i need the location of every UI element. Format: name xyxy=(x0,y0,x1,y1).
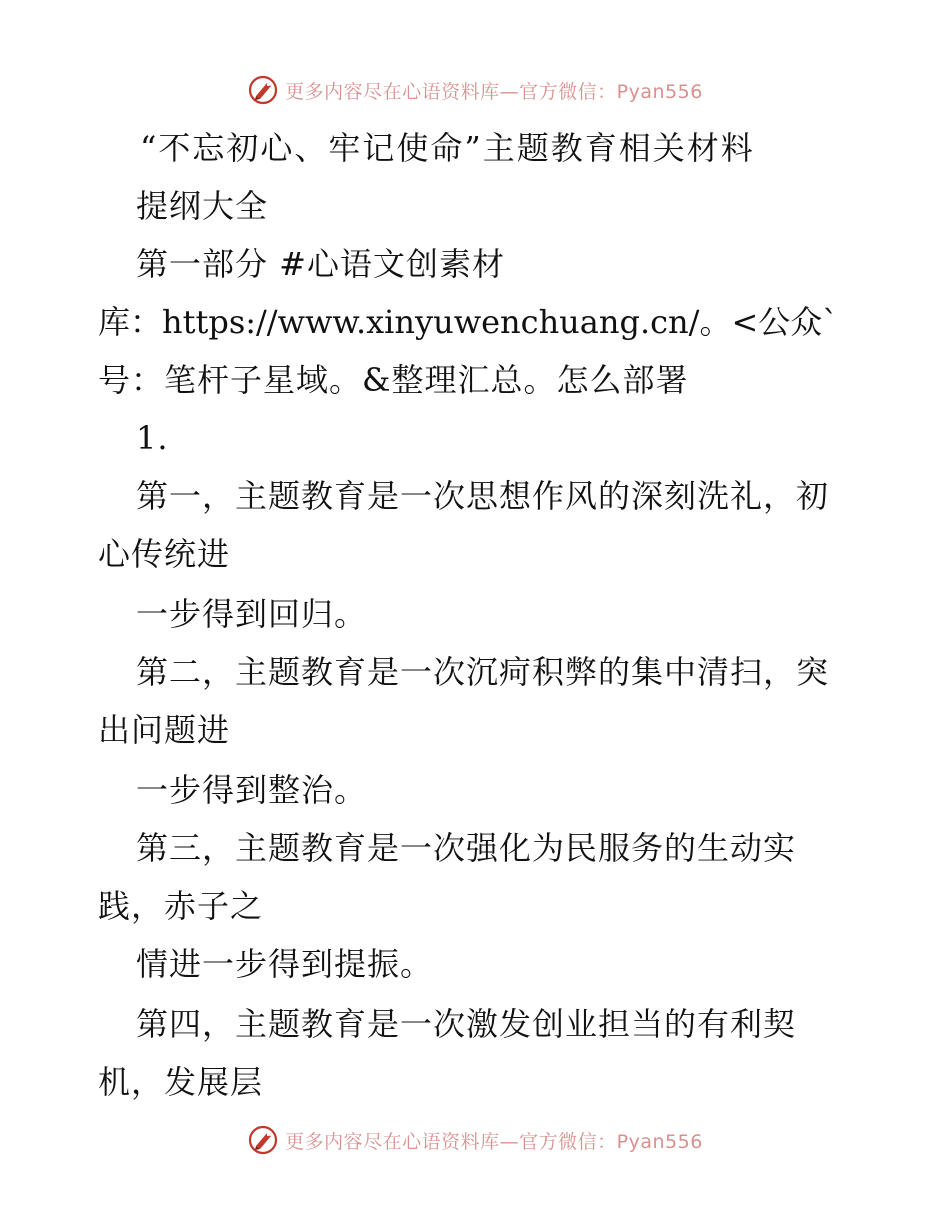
text-line: 第一，主题教育是一次思想作风的深刻洗礼，初 xyxy=(136,477,830,515)
footer-watermark-text: 更多内容尽在心语资料库—官方微信：Pyan556 xyxy=(285,1130,703,1153)
text-line: 机，发展层 xyxy=(98,1063,264,1101)
header-watermark-text: 更多内容尽在心语资料库—官方微信：Pyan556 xyxy=(285,80,703,103)
pen-logo-icon xyxy=(247,1124,279,1156)
text-line: 践，赤子之 xyxy=(98,887,264,925)
text-line: 情进一步得到提振。 xyxy=(136,945,434,983)
text-line: 一步得到整治。 xyxy=(136,771,368,809)
text-line: 第一部分 #心语文创素材 xyxy=(136,245,505,283)
text-line: 第四，主题教育是一次激发创业担当的有利契 xyxy=(136,1005,797,1043)
text-line: 一步得到回归。 xyxy=(136,595,368,633)
text-line: 第二，主题教育是一次沉疴积弊的集中清扫，突 xyxy=(136,653,830,691)
text-line: 1. xyxy=(136,419,169,457)
footer-watermark-banner xyxy=(0,1122,950,1158)
document-title: “不忘初心、牢记使命”主题教育相关材料 xyxy=(140,129,755,167)
text-line: 出问题进 xyxy=(98,711,231,749)
text-line: 号：笔杆子星域。&整理汇总。怎么部署 xyxy=(98,361,689,399)
text-line: 提纲大全 xyxy=(136,187,269,225)
text-line: 库：https://www.xinyuwenchuang.cn/。<公众` xyxy=(98,303,839,341)
text-line: 心传统进 xyxy=(98,535,231,573)
text-line: 第三，主题教育是一次强化为民服务的生动实 xyxy=(136,829,797,867)
